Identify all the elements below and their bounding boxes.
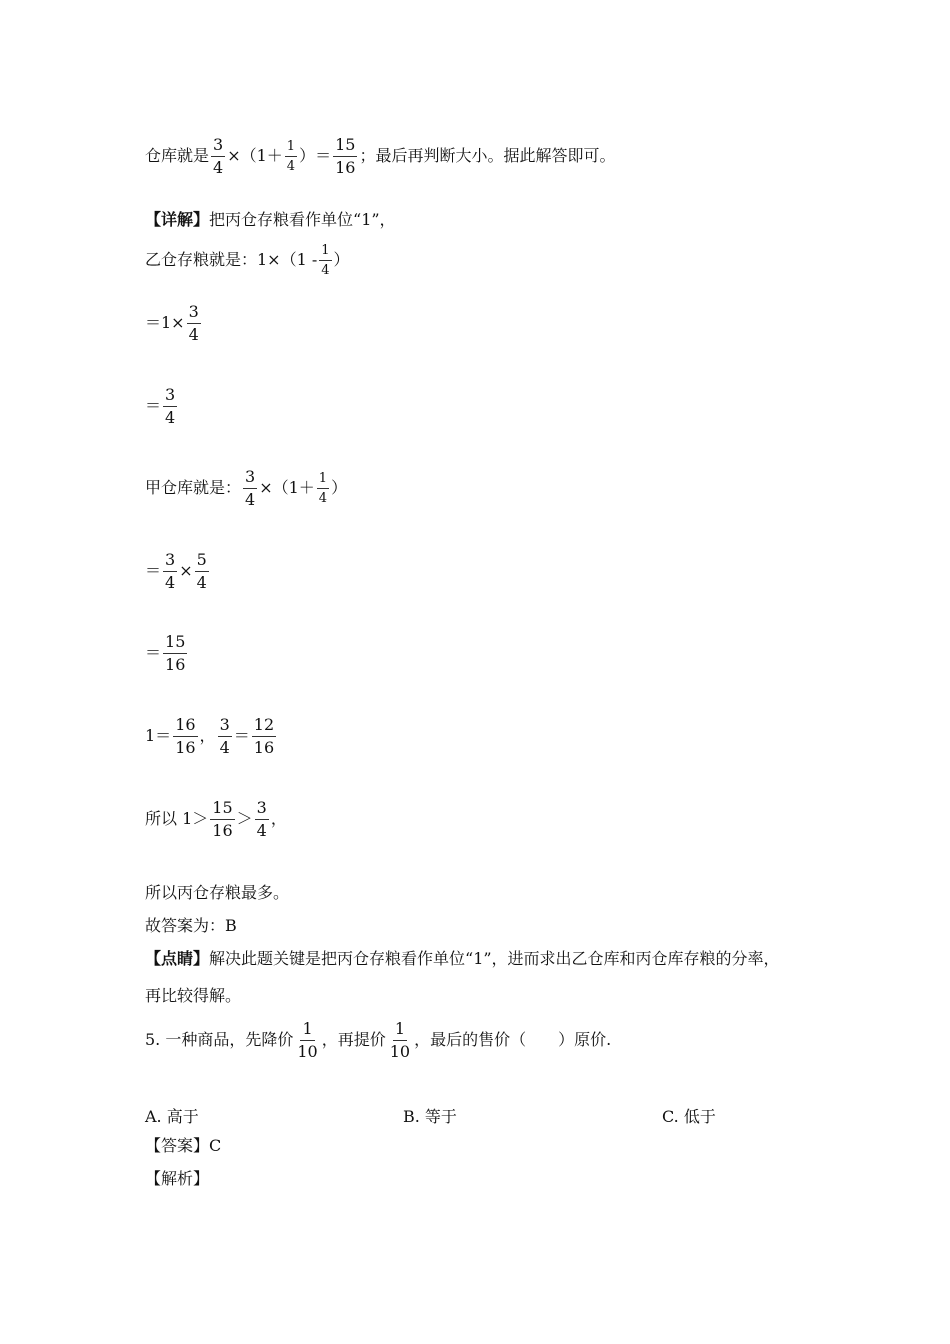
calc-line-jia-2: ＝ $\frac{3}{4}$ × $\frac{5}{4}$: [145, 550, 207, 592]
compare-line: 1＝ $\frac{16}{16}$ ， $\frac{3}{4}$ ＝ $\frac{12}{16}$: [145, 715, 275, 757]
conclusion-compare-line: 所以 1＞ $\frac{15}{16}$ ＞ $\frac{3}{4}$ ，: [145, 798, 287, 840]
fraction: $\frac{15}{16}$: [335, 135, 356, 177]
fraction: $\frac{16}{16}$: [175, 715, 196, 757]
answer-statement: 故答案为：B: [145, 916, 237, 935]
detail-tag: 【详解】: [145, 210, 210, 229]
fraction: $\frac{1}{10}$: [389, 1019, 411, 1061]
option-c: C. 低于: [662, 1107, 716, 1126]
fraction: $\frac{15}{16}$: [165, 632, 186, 674]
calc-line-yi: 乙仓存粮就是：1×（1 - $\frac{1}{4}$ ）: [145, 243, 350, 278]
fraction: $\frac{3}{4}$: [188, 302, 199, 344]
detail-heading-line: 【详解】把丙仓存粮看作单位“1”，: [145, 210, 396, 229]
analysis-line-1: 仓库就是 $\frac{3}{4}$ ×（1＋ $\frac{1}{4}$ ）＝ $\frac{15}{16}$ ；最后再判断大小。据此解答即可。: [145, 135, 616, 177]
fraction: $\frac{15}{16}$: [212, 798, 233, 840]
fraction: $\frac{1}{4}$: [286, 139, 296, 174]
fraction: $\frac{1}{4}$: [321, 243, 330, 278]
calc-line-jia: 甲仓库就是： $\frac{3}{4}$ ×（1＋ $\frac{1}{4}$ ）: [145, 467, 348, 509]
question-5: 5. 一种商品，先降价 $\frac{1}{10}$ ，再提价 $\frac{1}{10}$ ，最后的售价（ ）原价.: [145, 1019, 612, 1061]
fraction: $\frac{3}{4}$: [245, 467, 256, 509]
comment-tag: 【点睛】: [145, 949, 210, 968]
calc-line-yi-3: ＝ $\frac{3}{4}$: [145, 385, 176, 427]
fraction: $\frac{3}{4}$: [256, 798, 267, 840]
calc-line-jia-3: ＝ $\frac{15}{16}$: [145, 632, 186, 674]
fraction: $\frac{1}{10}$: [297, 1019, 318, 1061]
analysis-heading: 【解析】: [145, 1169, 210, 1188]
fraction: $\frac{1}{4}$: [318, 471, 328, 506]
conclusion-line: 所以丙仓存粮最多。: [145, 883, 290, 902]
fraction: $\frac{5}{4}$: [196, 550, 207, 592]
fraction: $\frac{3}{4}$: [219, 715, 230, 757]
fraction: $\frac{12}{16}$: [253, 715, 275, 757]
option-b: B. 等于: [403, 1107, 457, 1126]
comment-line: 【点睛】解决此题关键是把丙仓存粮看作单位“1”，进而求出乙仓库和丙仓库存粮的分率，: [145, 949, 780, 968]
calc-line-yi-2: ＝1× $\frac{3}{4}$: [145, 302, 199, 344]
fraction: $\frac{3}{4}$: [213, 135, 224, 177]
comment-line-2: 再比较得解。: [145, 986, 242, 1005]
option-a: A. 高于: [145, 1107, 199, 1126]
answer-line: 【答案】C: [145, 1136, 222, 1155]
fraction: $\frac{3}{4}$: [165, 385, 176, 427]
fraction: $\frac{3}{4}$: [165, 550, 176, 592]
